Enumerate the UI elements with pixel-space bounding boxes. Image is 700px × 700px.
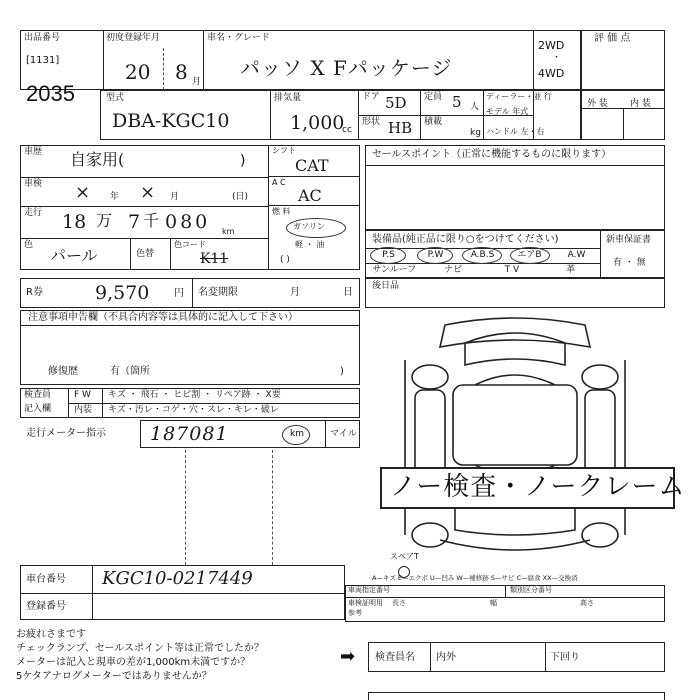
shaken-month-unit: 月	[170, 192, 180, 202]
designation-label: 車両指定番号	[348, 586, 390, 594]
equip-sunroof: サンルーフ	[372, 265, 417, 275]
month-unit: 月	[192, 77, 202, 87]
repair-close: )	[340, 366, 344, 377]
color-label: 色	[24, 240, 34, 250]
repair-value: 有（箇所	[110, 366, 150, 377]
spare-tire-label: スペアT	[390, 552, 419, 561]
recycle-row	[20, 278, 360, 308]
model-year-label: モデル 年式	[486, 107, 529, 116]
history-close: )	[240, 153, 246, 169]
history-value: 自家用(	[70, 150, 125, 169]
record-label-2: 記入欄	[24, 404, 52, 414]
color-code-label: 色コード	[174, 240, 206, 249]
record-label-1: 検査員	[24, 390, 52, 400]
category-label: 類別区分番号	[510, 586, 552, 594]
capacity-value: 5	[452, 93, 462, 111]
shaken-label: 車検	[24, 179, 43, 189]
fuel-value: ガソリン	[293, 222, 325, 231]
equipment-row2	[365, 264, 600, 278]
recycle-label: R券	[26, 287, 43, 298]
shaken-month-mark: ×	[140, 182, 156, 203]
lot-code: [1131]	[26, 55, 60, 66]
fw-items: キズ ・ 飛石 ・ ヒビ割 ・ リペア跡 ・ X要	[108, 390, 281, 400]
reg-year: 20	[125, 60, 151, 84]
mileage-value-b: 7	[128, 211, 141, 233]
shaken-day-unit: (日)	[232, 192, 249, 202]
type-value: DBA-KGC10	[112, 110, 230, 132]
footer-line-2: チェックランプ、セールスポイント等は正常でしたか？	[16, 643, 264, 654]
km-unit: km	[222, 227, 235, 236]
reg-number-label: 登録番号	[26, 601, 66, 612]
interior-record-label: 内装	[74, 405, 93, 415]
lot-label: 出品番号	[24, 33, 61, 43]
interior-label: 内 装	[630, 99, 651, 109]
height-label: 高さ	[580, 599, 594, 607]
deadline-month: 月	[290, 287, 300, 298]
capacity-unit: 人	[470, 102, 480, 112]
equip-pw: P.W	[427, 250, 444, 260]
circle-abs	[462, 247, 502, 264]
door-value: 5D	[385, 94, 407, 112]
meter-km: km	[290, 429, 304, 439]
door-label: ドア	[362, 92, 380, 102]
recycle-yen: 円	[174, 288, 184, 299]
color-change-label: 色替	[136, 249, 155, 259]
type-label: 型式	[106, 93, 125, 103]
aftermarket-label: 後日品	[372, 281, 400, 291]
load-label: 積載	[424, 117, 443, 127]
circle-airbag	[510, 247, 550, 264]
equip-ps: P.S	[382, 250, 395, 260]
inspector-label: 検査員名	[375, 652, 415, 663]
shaken-year-unit: 年	[110, 192, 120, 202]
capacity-label: 定員	[424, 92, 443, 102]
fw-label: F W	[74, 390, 91, 400]
meter-value: 187081	[150, 423, 229, 445]
cert-label: 車検証明用	[348, 599, 383, 607]
equip-navi: ナビ	[444, 265, 463, 275]
equip-abs: A.B.S	[470, 250, 495, 260]
equip-tv: T V	[504, 265, 520, 275]
model-name: パッソ X Fパッケージ	[240, 56, 453, 80]
cc-unit: cc	[342, 125, 352, 135]
chassis-value: KGC10-0217449	[102, 568, 253, 589]
mileage-label: 走行	[24, 208, 43, 218]
displacement-label: 排気量	[274, 93, 302, 103]
damage-legend: A—キズ E—エクボ U—凹み W—補修跡 S—サビ C—腐食 XX—交換済	[372, 574, 578, 582]
dealer-label: ディーラー・並 行	[486, 92, 552, 101]
footer-line-4: 5ケタアナログメーターではありませんか？	[16, 671, 212, 682]
shape-value: HB	[388, 119, 413, 137]
color-value: パール	[50, 246, 98, 265]
stamp-text: ノー検査・ノークレーム	[390, 472, 686, 502]
interior-items: キズ・汚レ・コゲ・穴・スレ・キレ・破レ	[108, 405, 279, 415]
ac-label: A C	[272, 178, 286, 187]
equip-airbag: エアB	[517, 250, 542, 260]
reg-month: 8	[175, 60, 188, 84]
gasoline-circle	[286, 218, 346, 238]
fuel-label: 燃 料	[272, 207, 291, 216]
lot-number: 2035	[26, 81, 75, 106]
handle-label: ハンドル 左・右	[486, 127, 545, 136]
arrow-icon: ➡	[340, 646, 356, 667]
kg-unit: kg	[470, 128, 481, 138]
equipment-label: 装備品(純正品に限り○をつけてください)	[372, 234, 559, 245]
score-label: 評 価 点	[594, 33, 631, 44]
shift-label: シフト	[272, 146, 296, 155]
meter-label: 走行メーター指示	[26, 428, 106, 439]
equip-aw: A.W	[567, 250, 586, 260]
mileage-value-c: 080	[165, 211, 211, 233]
mileage-sen: 千	[143, 211, 160, 230]
drive-4wd: 4WD	[538, 67, 565, 80]
repair-label: 修復歴	[48, 366, 78, 377]
shaken-year-mark: ×	[75, 182, 91, 203]
exterior-label: 外 装	[587, 99, 608, 109]
ref-label: 参考	[348, 609, 362, 617]
sales-point-label: セールスポイント（正常に機能するものに限ります）	[372, 149, 612, 160]
chassis-label: 車台番号	[26, 574, 66, 585]
shape-label: 形状	[362, 117, 381, 127]
circle-ps	[370, 247, 406, 264]
meter-km-circle	[282, 425, 310, 445]
first-reg-label: 初度登録年月	[106, 33, 161, 43]
circle-pw	[417, 247, 453, 264]
shift-value: CAT	[295, 156, 329, 175]
new-car-label: 新車保証書	[606, 235, 652, 245]
deadline-label: 名変期限	[198, 287, 238, 298]
model-name-label: 車名・グレード	[207, 33, 271, 43]
car-body-diagram	[375, 305, 655, 565]
inside-outside-label: 内外	[436, 652, 456, 663]
mileage-value-a: 18	[62, 211, 87, 233]
drive-2wd: 2WD	[538, 39, 565, 52]
footer-line-3: メーターは記入と現車の差が1,000km未満ですか？	[16, 657, 251, 668]
new-car-value: 有 ・ 無	[613, 258, 646, 268]
equip-leather: 革	[566, 265, 576, 275]
width-label: 幅	[490, 599, 497, 607]
mileage-man: 万	[96, 211, 113, 230]
fuel-diesel: 軽 ・ 油	[295, 240, 325, 249]
fuel-paren: ( )	[280, 255, 290, 265]
notice-label: 注意事項申告欄（不具合内容等は具体的に記入して下さい）	[28, 312, 298, 323]
drive-dot: ・	[552, 53, 562, 63]
bottom-box	[368, 692, 665, 700]
length-label: 長さ	[392, 599, 406, 607]
displacement-value: 1,000	[290, 112, 345, 134]
meter-mile: マイル	[330, 429, 357, 439]
ac-value: AC	[298, 186, 322, 205]
recycle-value: 9,570	[95, 282, 150, 304]
aftermarket-box	[365, 278, 665, 308]
underbody-label: 下回り	[550, 652, 580, 663]
deadline-day: 日	[343, 287, 353, 298]
color-code-value: K11	[200, 251, 229, 267]
history-label: 車歴	[24, 147, 43, 157]
footer-line-1: お疲れさまです	[16, 629, 86, 640]
